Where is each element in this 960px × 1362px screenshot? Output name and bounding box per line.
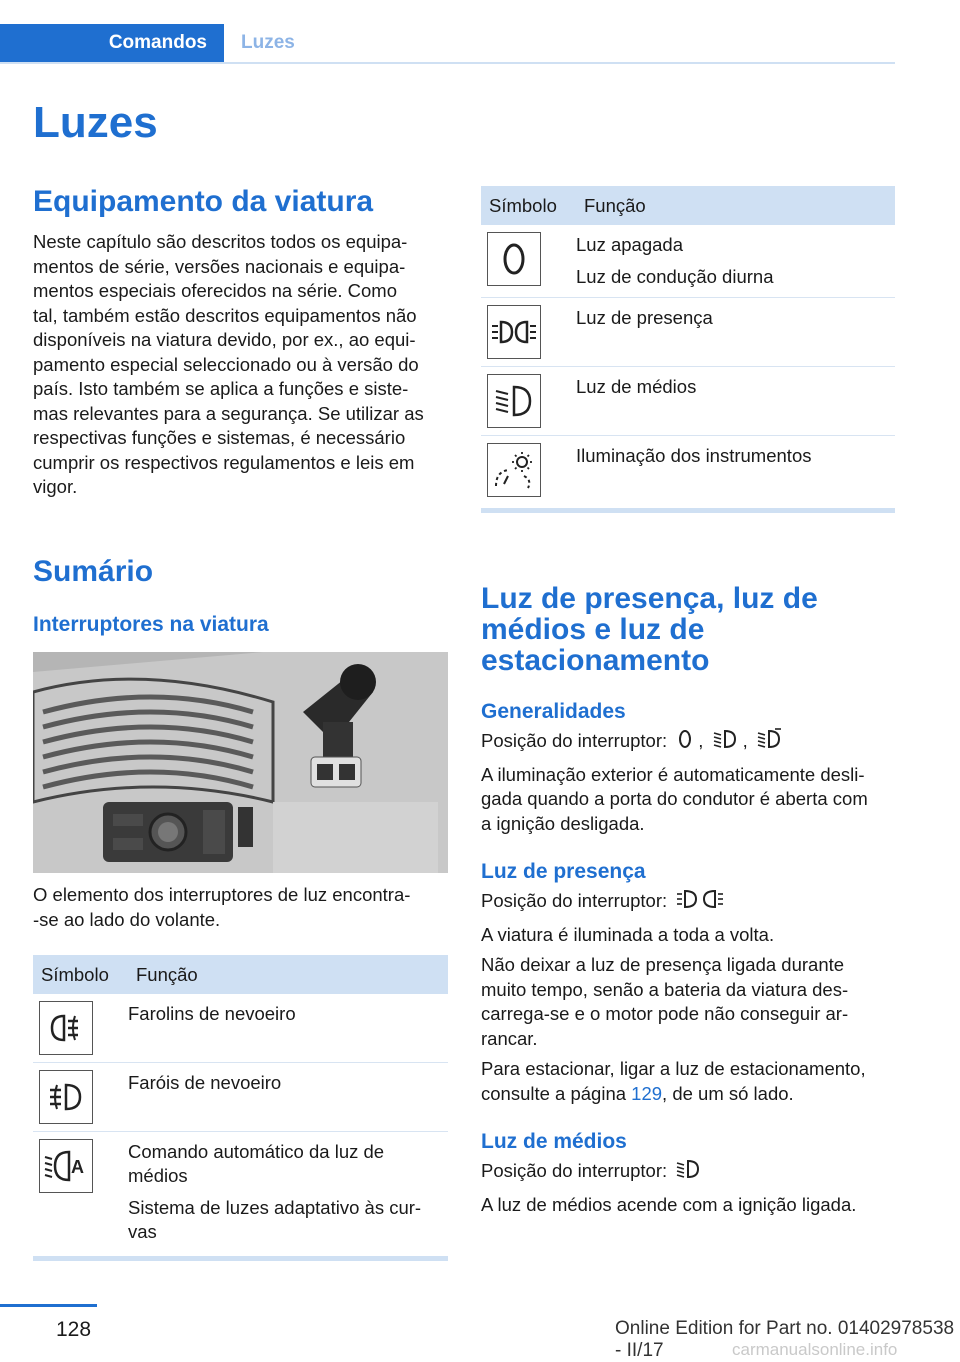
function-text: Faróis de nevoeiro: [128, 1072, 282, 1093]
text-line: Para estacionar, ligar a luz de estacionamento,: [481, 1058, 866, 1079]
footer-rule: [0, 1304, 97, 1307]
position-label: Posição do interruptor:: [481, 730, 668, 752]
table-row: [33, 1063, 448, 1132]
presenca-position-line: [481, 888, 895, 917]
tab-comandos[interactable]: [0, 24, 224, 62]
svg-text:A: A: [71, 1157, 84, 1177]
presenca-p2: [481, 953, 895, 1051]
table-header-row: [481, 186, 895, 225]
light-off-icon: [676, 728, 694, 757]
medios-text: A luz de médios acende com a ignição ligada.: [481, 1193, 857, 1215]
equip-line: Neste capítulo são descritos todos os equipa-: [33, 231, 408, 252]
low-beam-icon: [487, 374, 541, 428]
parking-light-icon: [487, 305, 541, 359]
interruptores-heading: Interruptores na viatura: [33, 613, 269, 636]
text-line: muito tempo, senão a bateria da viatura des-: [481, 978, 849, 1000]
presenca-section: [481, 583, 895, 1217]
equip-line: país. Isto também se aplica a funções e siste-: [33, 378, 409, 399]
function-text: Luz de médios: [576, 376, 697, 397]
luz-medios-heading: Luz de médios: [481, 1130, 627, 1153]
heading-line: médios e luz de: [481, 613, 705, 646]
table-row: [481, 225, 895, 298]
table-row: [33, 994, 448, 1063]
table-row: [481, 298, 895, 367]
table-end-rule: [481, 508, 895, 513]
text-fragment: consulte a página: [481, 1082, 632, 1104]
right-symbol-table: [481, 186, 895, 513]
position-label: Posição do interruptor:: [481, 890, 668, 912]
equip-line: tal, também estão descritos equipamentos não: [33, 304, 417, 326]
text-line: carrega-se e o motor pode não conseguir ar-: [481, 1003, 849, 1024]
table-row: [481, 367, 895, 436]
general-position-line: [481, 728, 895, 757]
text-fragment: , de um só lado.: [662, 1082, 794, 1104]
front-fog-light-icon: [39, 1070, 93, 1124]
col-function-header: Função: [576, 186, 895, 225]
function-text: Sistema de luzes adaptativo às cur- vas: [128, 1197, 422, 1242]
heading-line: Luz de presença, luz de: [481, 582, 818, 615]
function-text: Luz de presença: [576, 307, 713, 328]
text-line: a ignição desligada.: [481, 812, 645, 834]
switch-panel-illustration: [33, 652, 448, 873]
left-column: [33, 186, 448, 500]
tab-luzes[interactable]: [241, 24, 295, 62]
equip-line: disponíveis na viatura devido, por ex., ao equi-: [33, 329, 416, 350]
edition-text: Online Edition for Part no. 01402978538 - II/17: [615, 1318, 955, 1361]
col-symbol-header: Símbolo: [33, 955, 128, 994]
low-beam-icon: [676, 1158, 702, 1187]
equip-heading: Equipamento da viatura: [33, 185, 374, 218]
caption-line: -se ao lado do volante.: [33, 908, 221, 930]
medios-position-line: [481, 1158, 895, 1187]
caption-line: O elemento dos interruptores de luz encontra-: [33, 884, 411, 905]
table-header-row: [33, 955, 448, 994]
text-line: rancar.: [481, 1027, 538, 1049]
separator: ,: [698, 730, 704, 752]
table-row: [33, 1132, 448, 1253]
col-symbol-header: Símbolo: [481, 186, 576, 225]
table-row: [481, 436, 895, 505]
photo-caption: [33, 883, 448, 932]
luz-presenca-heading: Luz de presença: [481, 860, 646, 883]
rear-fog-light-icon: [39, 1001, 93, 1055]
sumario-section: [33, 556, 448, 637]
page-title: Luzes: [33, 98, 158, 147]
function-text: Iluminação dos instrumentos: [576, 445, 812, 466]
tab-luzes-label: Luzes: [241, 32, 295, 53]
tab-comandos-label: Comandos: [108, 32, 207, 53]
function-text: Farolins de nevoeiro: [128, 1003, 296, 1024]
separator: ,: [742, 730, 748, 752]
heading-line: estacionamento: [481, 644, 710, 677]
presenca-section-heading: [481, 583, 895, 676]
page-number: 128: [56, 1318, 92, 1341]
presenca-p3: [481, 1057, 895, 1106]
col-function-header: Função: [128, 955, 448, 994]
page-link[interactable]: 129: [631, 1082, 663, 1104]
header-bar: [0, 24, 895, 64]
text-line: gada quando a porta do condutor é aberta com: [481, 788, 868, 809]
equip-line: respectivas funções e sistemas, é necessário: [33, 427, 406, 448]
general-text: [481, 763, 895, 837]
sumario-heading: Sumário: [33, 555, 154, 588]
text-line: [481, 1082, 895, 1107]
equip-paragraph: [33, 230, 448, 500]
switch-photo: [33, 652, 448, 932]
function-text: Luz apagada: [576, 234, 683, 255]
auto-light-icon: [757, 728, 783, 757]
text-line: A iluminação exterior é automaticamente desli-: [481, 763, 865, 785]
left-symbol-table: [33, 955, 448, 1261]
instrument-lighting-icon: [487, 443, 541, 497]
parking-light-icon: [676, 888, 724, 917]
equip-line: pamento especial seleccionado ou à versão do: [33, 353, 419, 375]
auto-headlight-icon: [39, 1139, 93, 1193]
equip-line: mas relevantes para a segurança. Se utilizar as: [33, 402, 424, 424]
generalidades-heading: Generalidades: [481, 700, 626, 723]
low-beam-icon: [713, 728, 739, 757]
equip-line: mentos especiais oferecidos na série. Como: [33, 280, 398, 301]
function-text: Comando automático da luz de médios: [128, 1141, 385, 1186]
equip-line: cumprir os respectivos regulamentos e leis em: [33, 451, 415, 473]
equip-line: mentos de série, versões nacionais e equipa-: [33, 255, 406, 277]
text-line: Não deixar a luz de presença ligada durante: [481, 954, 845, 975]
function-text: Luz de condução diurna: [576, 266, 774, 287]
light-off-icon: [487, 232, 541, 286]
watermark: carmanualsonline.info: [732, 1340, 898, 1359]
equip-line: vigor.: [33, 476, 78, 497]
presenca-p1: A viatura é iluminada a toda a volta.: [481, 923, 775, 945]
position-label: Posição do interruptor:: [481, 1160, 668, 1182]
table-end-rule: [33, 1256, 448, 1261]
